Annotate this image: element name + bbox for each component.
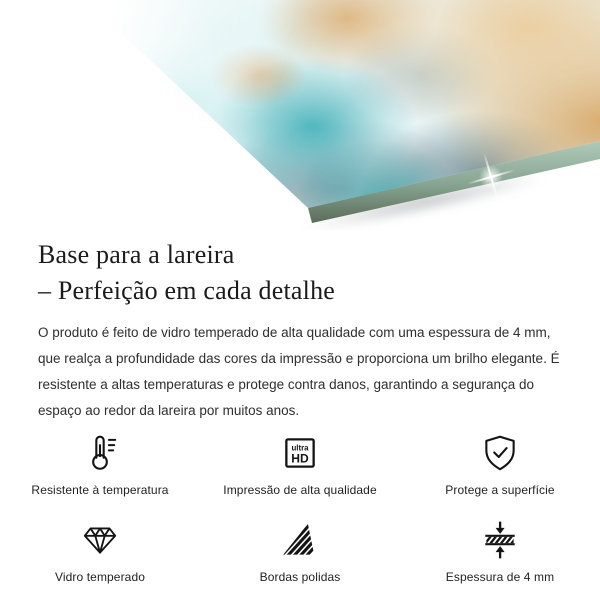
feature-thickness bbox=[400, 519, 600, 584]
product-description: O produto é feito de vidro temperado de alta qualidade com uma espessura de 4 mm, que realça a profundidade das cores da impressão e proporciona um brilho elegante. É resistente a altas temperaturas e protege contra danos, garantindo a segurança do espaço ao redor da lareira por muitos anos. bbox=[38, 325, 560, 418]
hero-product-image bbox=[0, 0, 600, 230]
feature-surface-protection bbox=[400, 432, 600, 497]
content-section bbox=[0, 230, 600, 584]
feature-polished-edges bbox=[200, 519, 400, 584]
page-title bbox=[38, 237, 562, 309]
ultra-text: ultra bbox=[291, 443, 309, 453]
page-title-line1: Base para a lareira bbox=[38, 240, 235, 269]
feature-label: Impressão de alta qualidade bbox=[223, 483, 377, 497]
thickness-icon bbox=[479, 519, 521, 561]
feature-label: Resistente à temperatura bbox=[31, 483, 169, 497]
shield-check-icon bbox=[479, 432, 521, 474]
ultra-hd-icon bbox=[279, 432, 321, 474]
sparkle-glow bbox=[476, 162, 506, 192]
hd-text: HD bbox=[291, 451, 309, 466]
feature-print-quality bbox=[200, 432, 400, 497]
feature-temperature bbox=[0, 432, 200, 497]
polished-edges-icon bbox=[279, 519, 321, 561]
page-title-line2: – Perfeição em cada detalhe bbox=[38, 276, 336, 305]
feature-label: Espessura de 4 mm bbox=[445, 570, 555, 584]
feature-label: Bordas polidas bbox=[259, 570, 341, 584]
feature-tempered-glass bbox=[0, 519, 200, 584]
diamond-icon bbox=[79, 519, 121, 561]
feature-label: Protege a superfície bbox=[445, 483, 555, 497]
feature-grid bbox=[0, 432, 600, 584]
feature-label: Vidro temperado bbox=[55, 570, 145, 584]
thermometer-icon bbox=[79, 432, 121, 474]
